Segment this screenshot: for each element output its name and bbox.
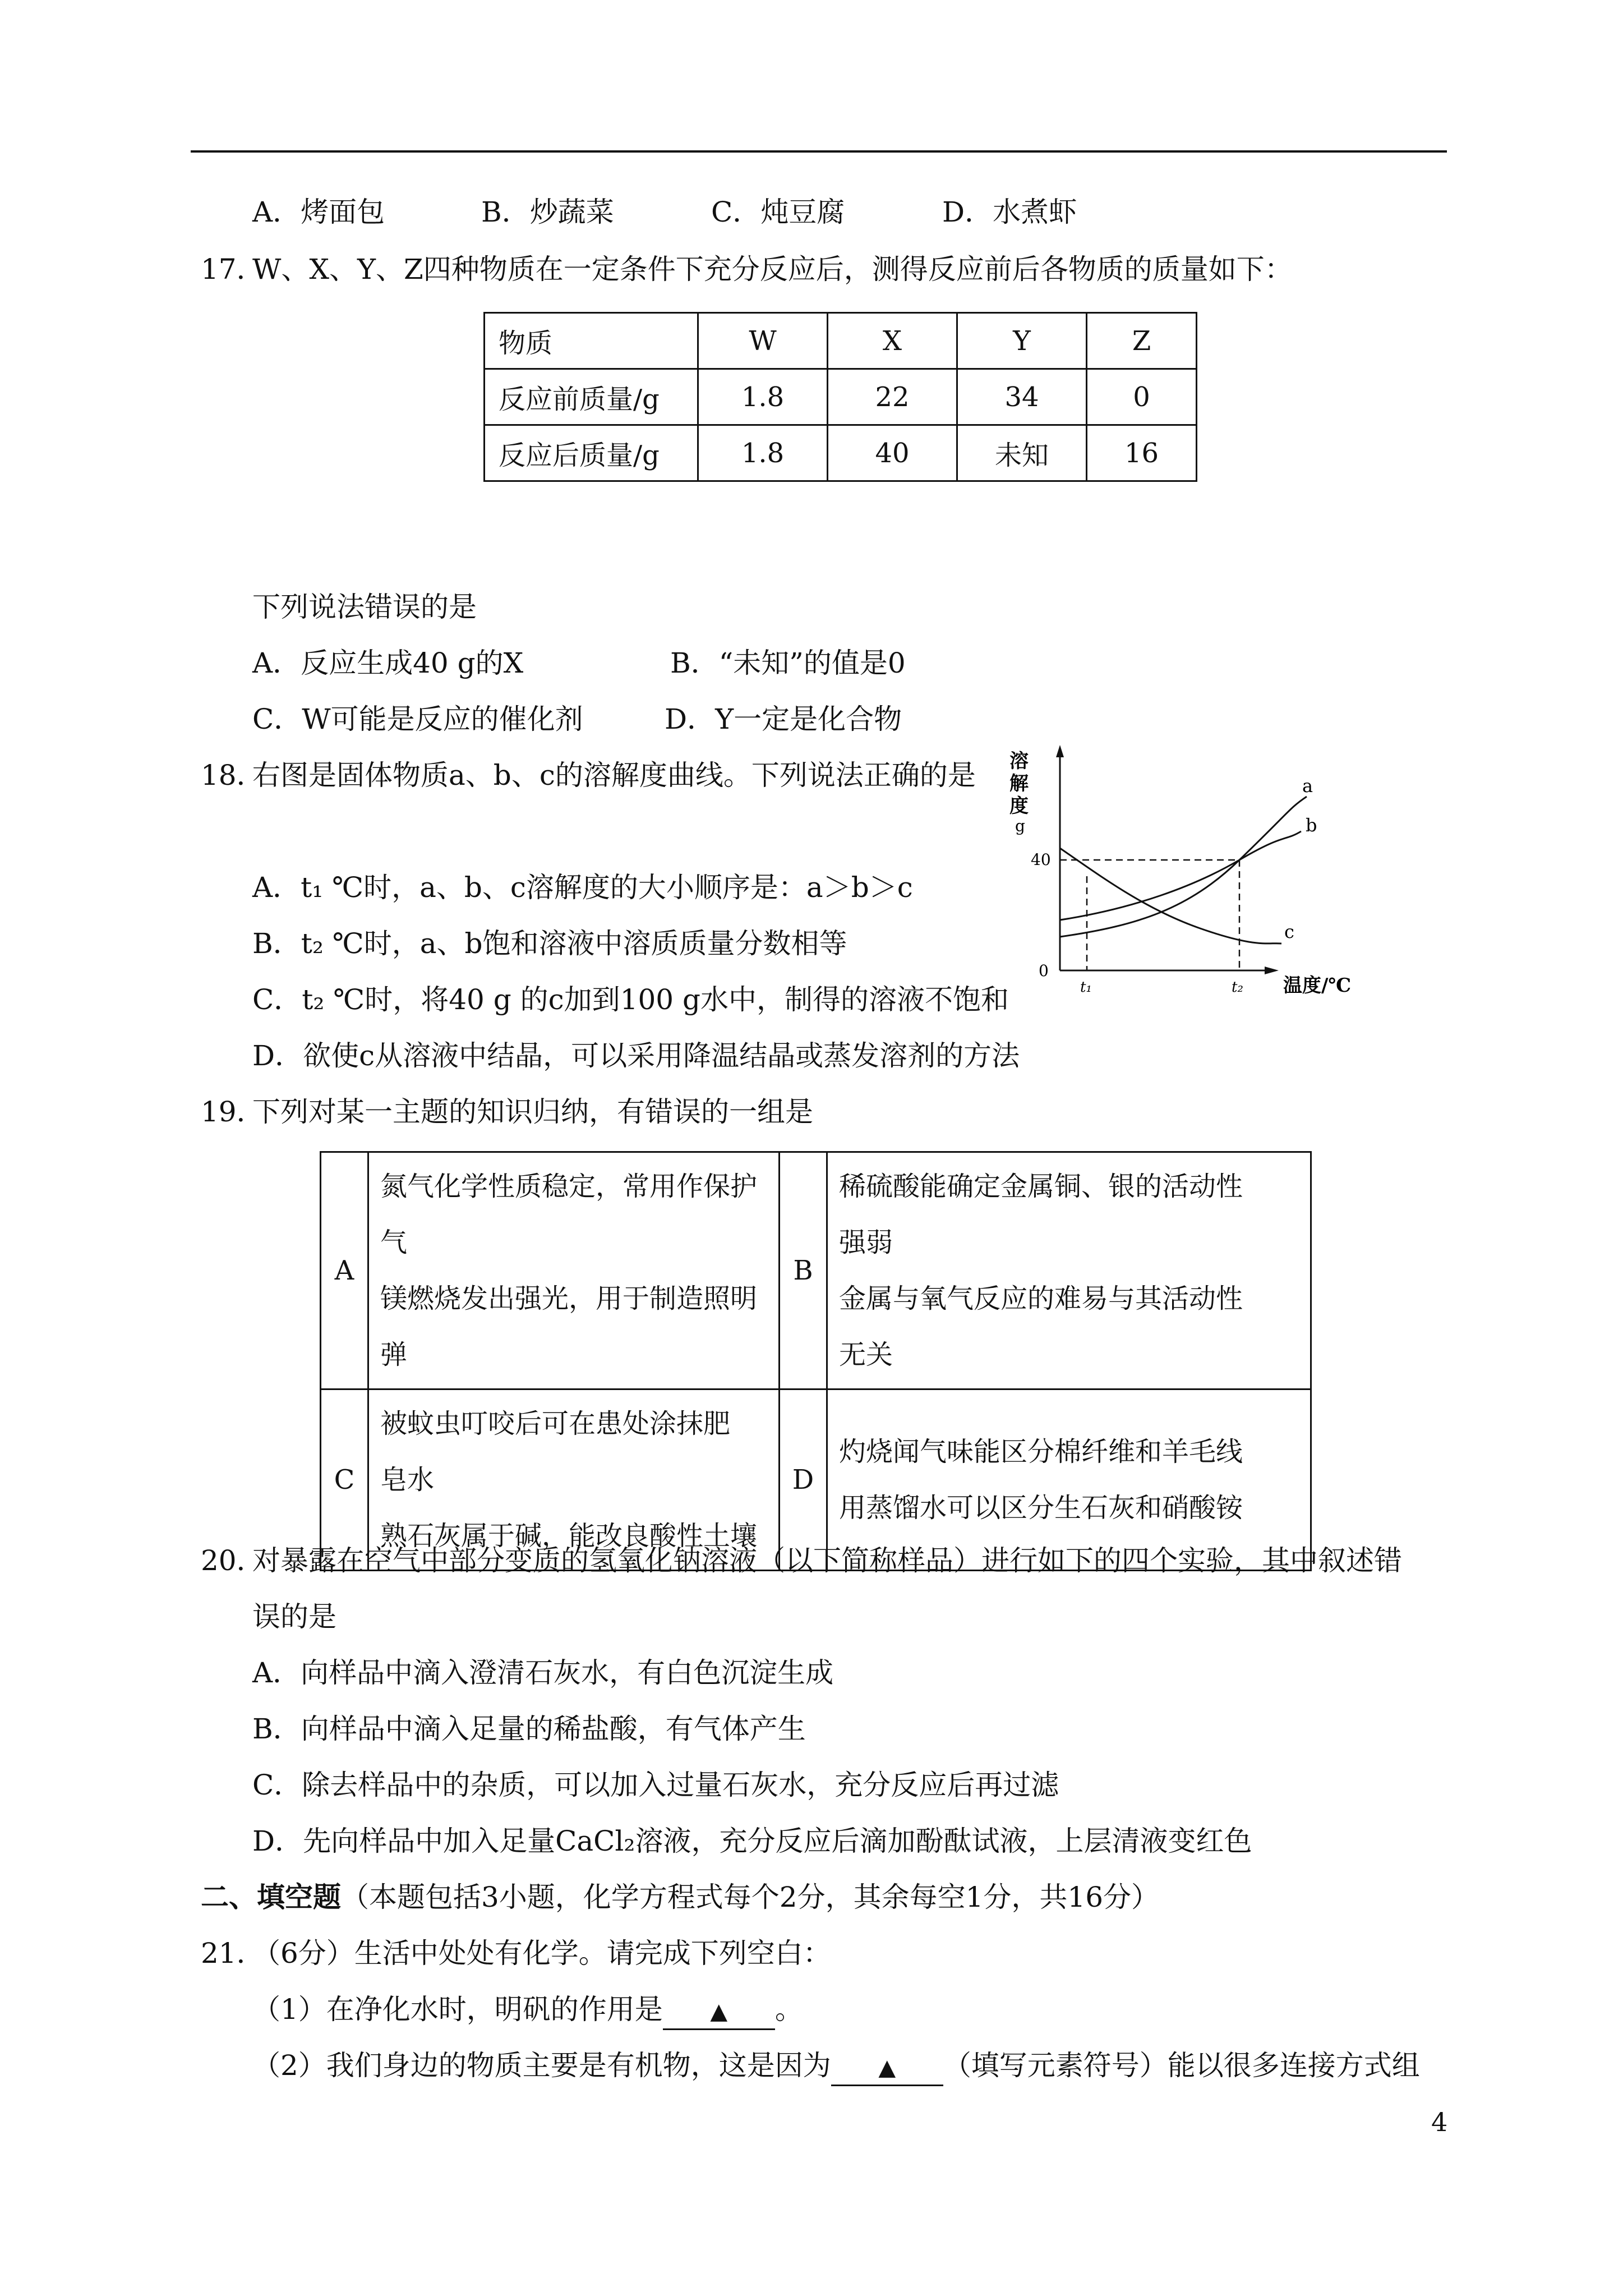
table-cell: 22 — [828, 369, 957, 425]
table-cell: 未知 — [957, 425, 1087, 481]
y-label-char: 溶 — [1009, 750, 1029, 772]
table-cell: Z — [1087, 313, 1197, 369]
cell-label-d: D — [780, 1389, 827, 1571]
cell-line: 皂水 — [380, 1464, 435, 1496]
table-cell: W — [698, 313, 828, 369]
table-cell: 16 — [1087, 425, 1197, 481]
q17-mass-table — [483, 312, 1197, 482]
cell-line: 用蒸馏水可以区分生石灰和硝酸铵 — [839, 1492, 1243, 1524]
curve-a — [1060, 797, 1307, 937]
table-cell: 1.8 — [698, 369, 828, 425]
table-cell: X — [828, 313, 957, 369]
y-label-char: 度 — [1009, 795, 1029, 817]
curve-label-c: c — [1284, 921, 1294, 942]
table-row — [485, 425, 1197, 481]
curve-c — [1060, 848, 1281, 944]
table-cell: 反应前质量/g — [485, 369, 698, 425]
table-cell: 0 — [1087, 369, 1197, 425]
x-axis-label: 温度/℃ — [1283, 974, 1352, 997]
q16-option-d: D．水煮虾 — [942, 196, 1077, 228]
cell-line: 稀硫酸能确定金属铜、银的活动性 — [839, 1171, 1243, 1202]
q17-option-c: C．W可能是反应的催化剂 — [252, 703, 583, 735]
cell-line: 无关 — [839, 1339, 893, 1370]
cell-line: 熟石灰属于碱，能改良酸性土壤 — [380, 1520, 758, 1552]
q18-option-a: A．t₁ ℃时，a、b、c溶解度的大小顺序是：a＞b＞c — [252, 871, 913, 904]
table-cell: 物质 — [485, 313, 698, 369]
cell-line: 被蚊虫叮咬后可在患处涂抹肥 — [380, 1408, 731, 1439]
cell-line: 气 — [380, 1227, 408, 1258]
q18-option-d: D．欲使c从溶液中结晶，可以采用降温结晶或蒸发溶剂的方法 — [252, 1039, 1020, 1072]
q17-option-b: B．“未知”的值是0 — [670, 647, 906, 679]
q17-option-a: A．反应生成40 g的X — [252, 647, 524, 679]
section-note: （本题包括3小题，化学方程式每个2分，其余每空1分，共16分） — [341, 1881, 1160, 1913]
cell-b — [827, 1152, 1311, 1389]
triangle-icon: ▲ — [878, 2055, 896, 2081]
table-row — [485, 313, 1197, 369]
q21-stem: （6分）生活中处处有化学。请完成下列空白： — [252, 1937, 831, 1970]
cell-line: 灼烧闻气味能区分棉纤维和羊毛线 — [839, 1436, 1243, 1467]
x-axis-arrow-icon — [1265, 967, 1279, 974]
q16-option-b: B．炒蔬菜 — [481, 196, 614, 228]
q21-part2 — [252, 2049, 1420, 2086]
cell-label-b: B — [780, 1152, 827, 1389]
q20-stem-line2: 误的是 — [252, 1600, 336, 1633]
cell-line: 金属与氧气反应的难易与其活动性 — [839, 1283, 1243, 1314]
q21-number: 21． — [201, 1937, 265, 1970]
q19-number: 19． — [201, 1096, 265, 1128]
table-row — [321, 1152, 1311, 1389]
header-rule — [191, 150, 1447, 153]
table-cell: Y — [957, 313, 1087, 369]
table-cell: 40 — [828, 425, 957, 481]
origin-label: 0 — [1039, 961, 1049, 980]
q20-option-a: A．向样品中滴入澄清石灰水，有白色沉淀生成 — [252, 1657, 834, 1689]
solubility-curve-graph — [976, 740, 1374, 1010]
y-label-unit: g — [1015, 817, 1025, 835]
q21-part2-text: （2）我们身边的物质主要是有机物，这是因为 — [252, 2049, 831, 2082]
table-cell: 反应后质量/g — [485, 425, 698, 481]
tick-40: 40 — [1031, 850, 1051, 869]
q17-option-d: D．Y一定是化合物 — [665, 703, 902, 735]
y-label-char: 解 — [1009, 772, 1029, 795]
section-heading — [201, 1880, 1159, 1914]
q20-option-c: C．除去样品中的杂质，可以加入过量石灰水，充分反应后再过滤 — [252, 1769, 1059, 1801]
q17-stem: W、X、Y、Z四种物质在一定条件下充分反应后，测得反应前后各物质的质量如下： — [252, 253, 1293, 286]
q19-knowledge-table — [320, 1151, 1312, 1571]
q21-part2-end: （填写元素符号）能以很多连接方式组 — [943, 2049, 1420, 2082]
cell-line: 强弱 — [839, 1227, 893, 1258]
table-cell: 34 — [957, 369, 1087, 425]
q18-option-c: C．t₂ ℃时，将40 g 的c加到100 g水中，制得的溶液不饱和 — [252, 983, 1009, 1016]
section-title: 二、填空题 — [201, 1880, 341, 1913]
q18-option-b: B．t₂ ℃时，a、b饱和溶液中溶质质量分数相等 — [252, 927, 847, 960]
answer-blank — [831, 2049, 943, 2086]
q20-number: 20． — [201, 1544, 265, 1577]
page-number: 4 — [1431, 2107, 1448, 2137]
q17-prompt: 下列说法错误的是 — [252, 591, 477, 623]
q19-stem: 下列对某一主题的知识归纳，有错误的一组是 — [252, 1096, 813, 1128]
q18-stem: 右图是固体物质a、b、c的溶解度曲线。下列说法正确的是 — [252, 759, 976, 792]
y-axis-arrow-icon — [1056, 745, 1064, 757]
table-row — [485, 369, 1197, 425]
curve-b — [1060, 831, 1301, 920]
q18-number: 18． — [201, 759, 265, 792]
cell-a — [368, 1152, 780, 1389]
curve-label-b: b — [1306, 815, 1317, 836]
q17-number: 17． — [201, 253, 265, 286]
cell-line: 弹 — [380, 1339, 408, 1370]
cell-label-c: C — [321, 1389, 368, 1571]
answer-blank — [663, 1993, 775, 2030]
q20-option-b: B．向样品中滴入足量的稀盐酸，有气体产生 — [252, 1713, 806, 1745]
curve-label-a: a — [1302, 775, 1313, 797]
q21-part1-end: 。 — [774, 1993, 803, 2026]
q20-stem-line1: 对暴露在空气中部分变质的氢氧化钠溶液（以下简称样品）进行如下的四个实验，其中叙述错 — [252, 1544, 1402, 1577]
q21-part1-text: （1）在净化水时，明矾的作用是 — [252, 1993, 663, 2026]
table-cell: 1.8 — [698, 425, 828, 481]
cell-line: 镁燃烧发出强光，用于制造照明 — [380, 1283, 758, 1314]
cell-line: 氮气化学性质稳定，常用作保护 — [380, 1171, 758, 1202]
q16-option-c: C．炖豆腐 — [711, 196, 845, 228]
q20-option-d: D．先向样品中加入足量CaCl₂溶液，充分反应后滴加酚酞试液，上层清液变红色 — [252, 1825, 1252, 1857]
cell-label-a: A — [321, 1152, 368, 1389]
q21-part1 — [252, 1993, 803, 2030]
triangle-icon: ▲ — [710, 1999, 728, 2024]
t2-label: t₂ — [1232, 979, 1243, 996]
t1-label: t₁ — [1080, 979, 1092, 996]
q16-option-a: A．烤面包 — [252, 196, 385, 228]
